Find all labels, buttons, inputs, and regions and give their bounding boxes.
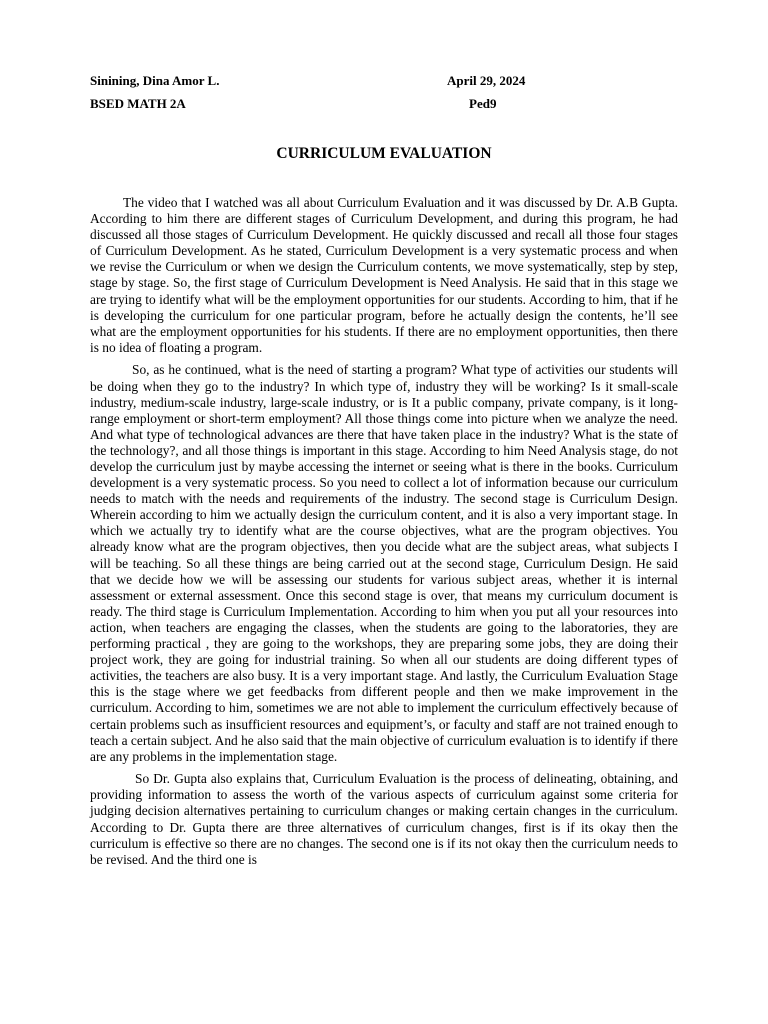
student-course: BSED MATH 2A bbox=[90, 96, 186, 111]
paragraph: The video that I watched was all about Curriculum Evaluation and it was discussed by Dr. A.B Gupta. According to him there are different stages of Curriculum Development, and during this program, he had discussed all those stages of Curriculum Development. He quickly discussed and recall all those four stages of Curriculum Development. As he stated, Curriculum Development is a very systematic process and when we revise the Curriculum or when we design the Curriculum contents, we move systematically, step by step, stage by stage. So, the first stage of Curriculum Development is Need Analysis. He said that in this stage we are trying to identify what will be the employment opportunities for our students. According to him, that if he is developing the curriculum for one particular program, before he actually design the contents, he’ll see what are the employment opportunities for his students. If there are no employment opportunities, then there is no idea of floating a program. bbox=[90, 195, 678, 355]
subject-code: Ped9 bbox=[469, 96, 497, 111]
document-title: CURRICULUM EVALUATION bbox=[276, 145, 492, 162]
document-date: April 29, 2024 bbox=[447, 73, 526, 88]
paragraph: So, as he continued, what is the need of starting a program? What type of activities our students will be doing when they go to the industry? In which type of, industry they will be working? Is it small-scale industry, medium-scale industry, large-scale industry, or is It a public company, private company, is it long-range employment or short-term employment? All those things come into picture when we analyze the need. And what type of technological advances are there that have taken place in the industry? What is the state of the technology?, and all those things is important in this stage. According to him Need Analysis stage, do not develop the curriculum just by maybe accessing the internet or seeing what is there in the books. Curriculum development is a very systematic process. So you need to collect a lot of information because our curriculum needs to match with the needs and requirements of the industry. The second stage is Curriculum Design. Wherein according to him we actually design the curriculum content, and it is also a very important stage. In which we actually try to identify what are the course objectives, what are the program objectives. You already know what are the program objectives, then you decide what are the subject areas, what subjects I will be teaching. So all these things are being carried out at the second stage, Curriculum Design. He said that we decide how we will be assessing our students for various subject areas, whether it is internal assessment or external assessment. Once this second stage is over, that means my curriculum document is ready. The third stage is Curriculum Implementation. According to him when you put all your resources into action, when teachers are engaging the classes, when the students are going to the laboratories, they are performing practical , they are going to the workshops, they are preparing some jobs, they are doing their project work, they are going for industrial training. So when all our students are doing different types of activities, the teachers are also busy. It is a very important stage. And lastly, the Curriculum Evaluation Stage this is the stage where we get feedbacks from different people and then we make improvement in the curriculum. According to him, sometimes we are not able to implement the curriculum effectively because of certain problems such as insufficient resources and equipment’s, or faculty and staff are not trained enough to teach a certain subject. And he also said that the main objective of curriculum evaluation is to identify if there are any problems in the implementation stage. bbox=[90, 362, 678, 764]
paragraph: So Dr. Gupta also explains that, Curriculum Evaluation is the process of delineating, obtaining, and providing information to assess the worth of the various aspects of curriculum against some criteria for judging decision alternatives pertaining to curriculum changes or making certain changes in the curriculum. According to Dr. Gupta there are three alternatives of curriculum changes, first is if its okay then the curriculum is effective so there are no changes. The second one is if its not okay then the curriculum needs to be revised. And the third one is bbox=[90, 771, 678, 867]
student-name: Sinining, Dina Amor L. bbox=[90, 73, 220, 88]
document-body bbox=[90, 195, 678, 874]
